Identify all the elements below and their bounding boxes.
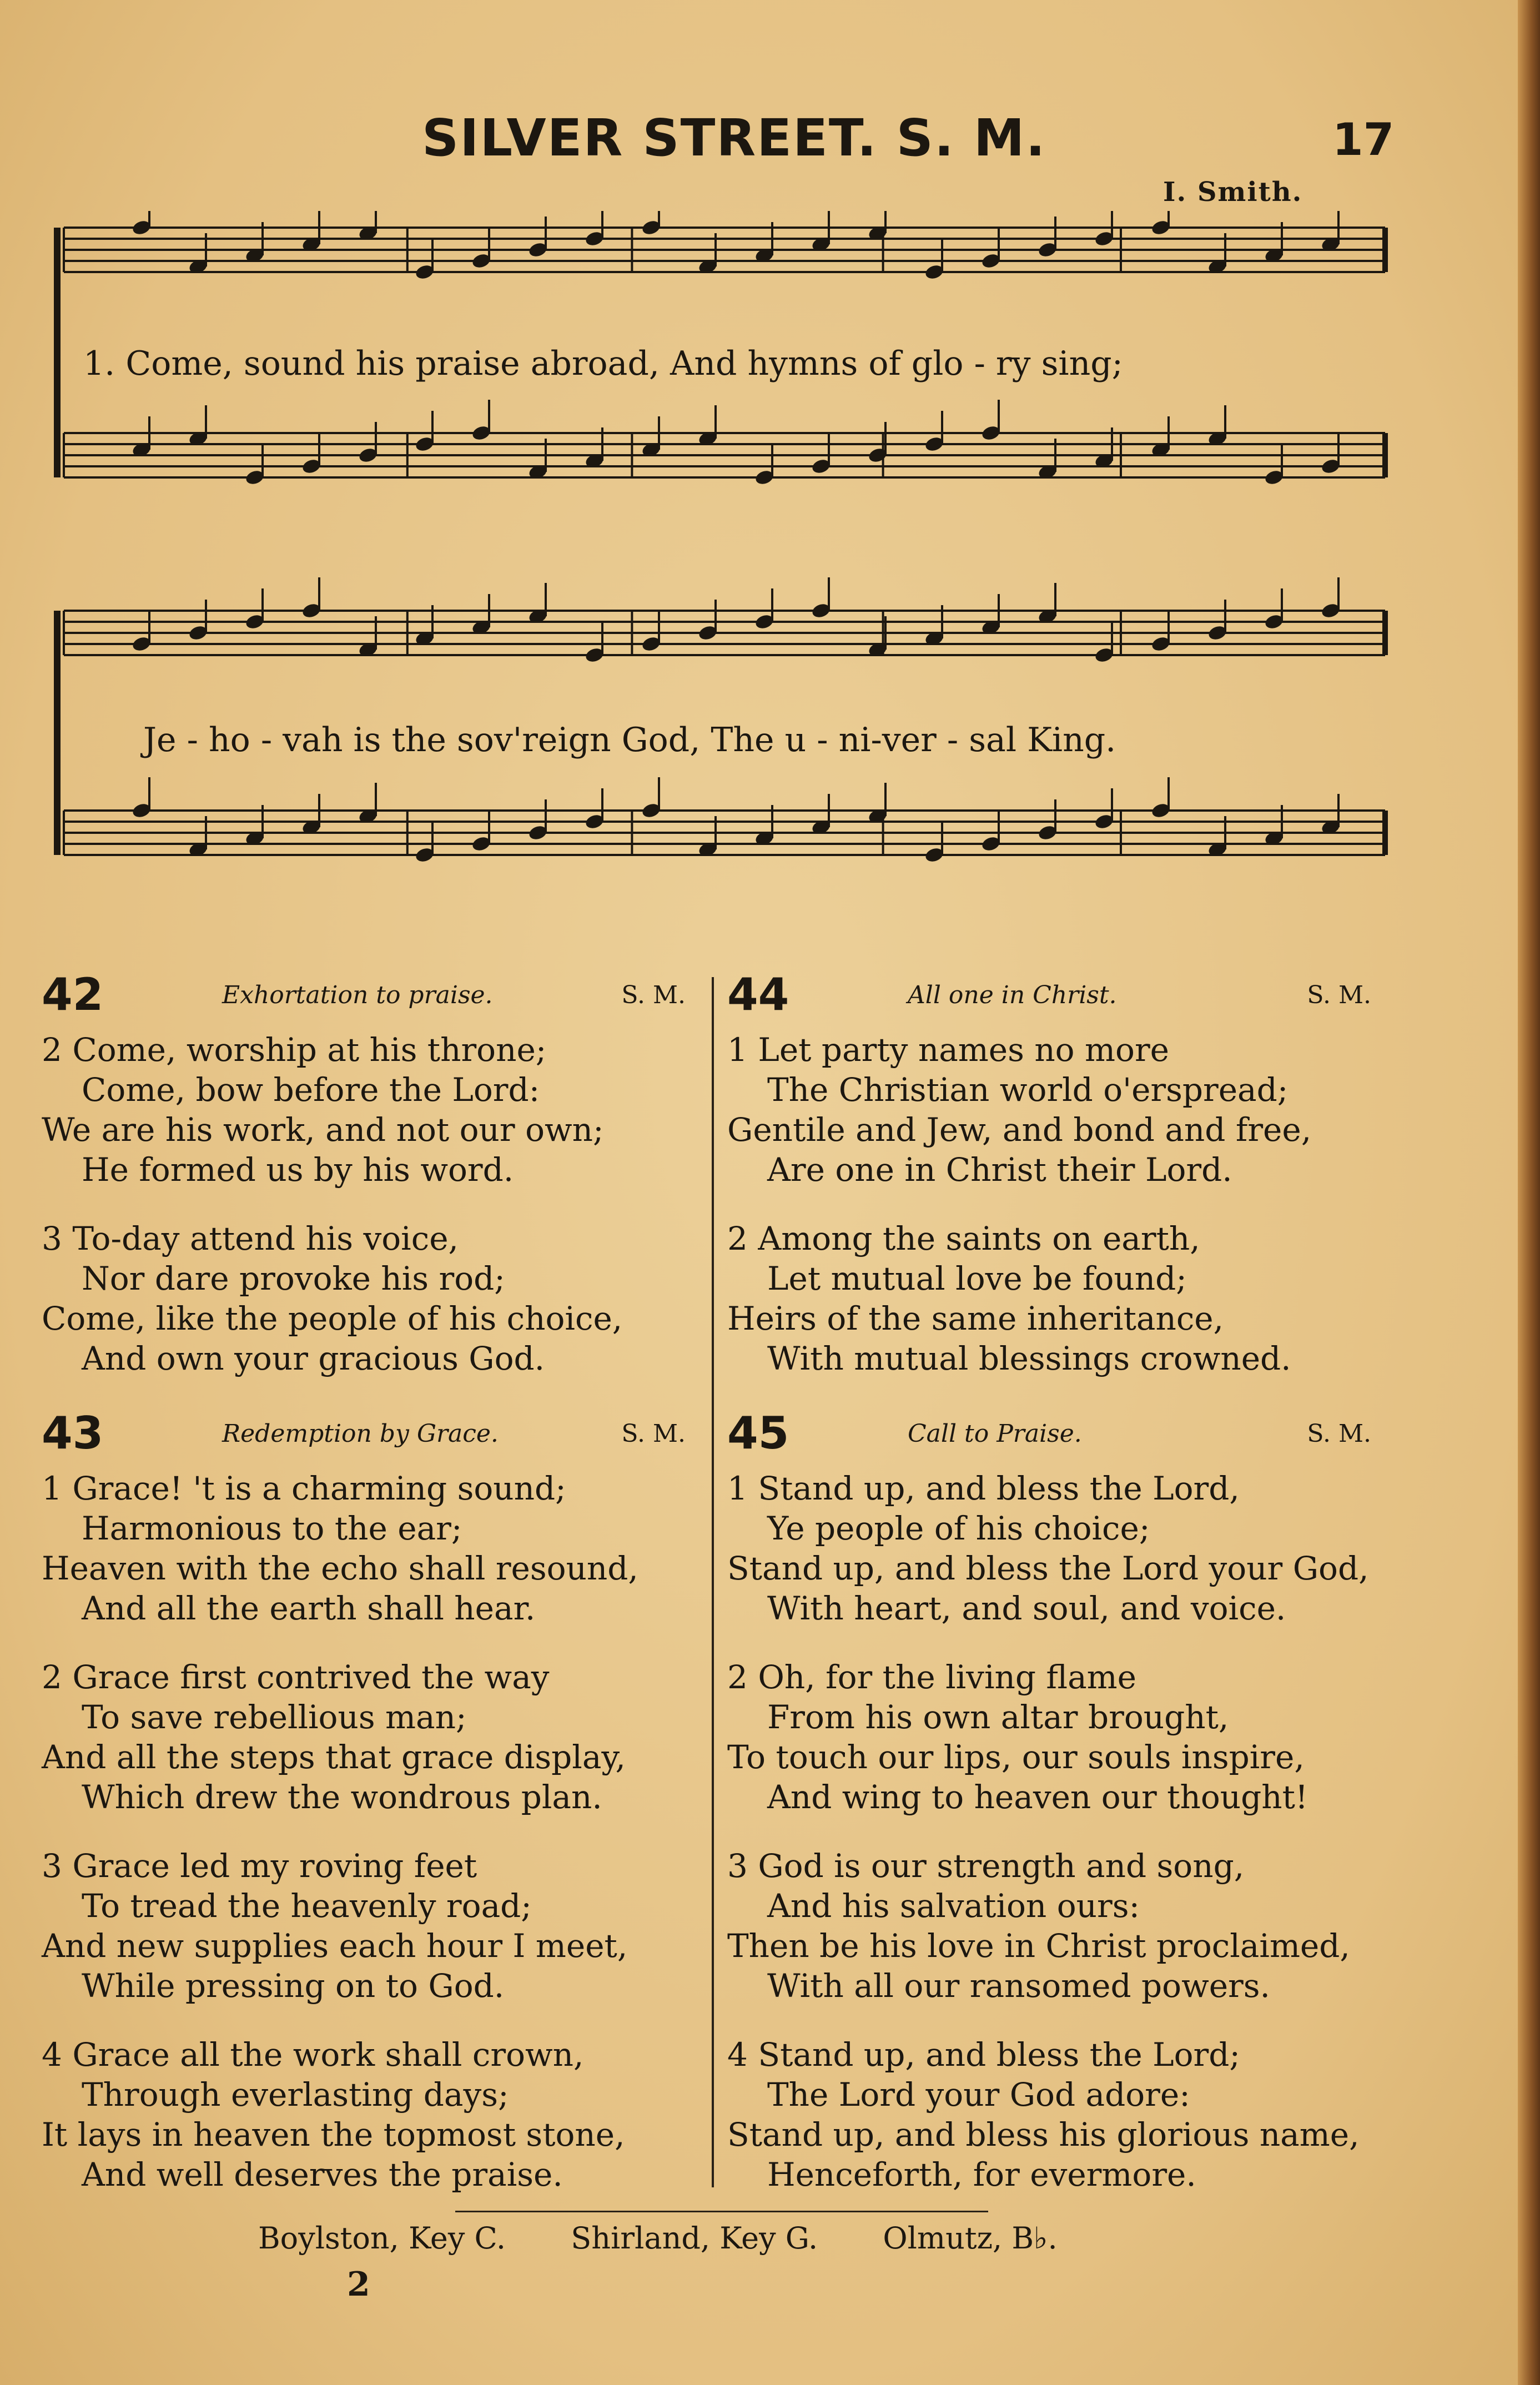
hymn-title: Exhortation to praise.: [222, 981, 493, 1009]
verse-line: 1 Stand up, and bless the Lord,: [727, 1470, 1240, 1507]
verse-line: Nor dare provoke his rod;: [82, 1260, 505, 1297]
verse-line: He formed us by his word.: [82, 1151, 514, 1189]
bottom-rule: [455, 2211, 988, 2212]
verse-line: Are one in Christ their Lord.: [767, 1151, 1232, 1189]
verse-line: 1 Let party names no more: [727, 1031, 1169, 1069]
verse-line: 2 Come, worship at his throne;: [42, 1031, 547, 1069]
verse-line: To tread the heavenly road;: [82, 1887, 532, 1925]
verse: [42, 1030, 697, 1190]
verse-line: Then be his love in Christ proclaimed,: [727, 1927, 1350, 1965]
verse-line: And all the steps that grace display,: [42, 1738, 626, 1776]
hymn-42-header: [42, 969, 697, 1030]
verse-line: And all the earth shall hear.: [82, 1589, 536, 1627]
composer: I. Smith.: [1163, 177, 1303, 208]
verse-line: 3 Grace led my roving feet: [42, 1847, 477, 1885]
verse-line: To touch our lips, our souls inspire,: [727, 1738, 1305, 1776]
hymn-meter: S. M.: [1307, 1420, 1371, 1448]
verse-line: 4 Stand up, and bless the Lord;: [727, 2036, 1240, 2074]
verse-line: Come, like the people of his choice,: [42, 1300, 623, 1337]
verse-line: Gentile and Jew, and bond and free,: [727, 1111, 1312, 1149]
verse-line: The Lord your God adore:: [767, 2076, 1190, 2114]
right-column: [727, 969, 1382, 2223]
hymn-meter: S. M.: [621, 1420, 686, 1448]
hymn-43-header: [42, 1407, 697, 1468]
alt-tune: Shirland, Key G.: [571, 2221, 818, 2256]
alt-tune: Boylston, Key C.: [258, 2221, 506, 2256]
verse-line: It lays in heaven the topmost stone,: [42, 2116, 625, 2153]
hymn-title: Redemption by Grace.: [222, 1420, 499, 1448]
verse-line: 1 Grace! 't is a charming sound;: [42, 1470, 566, 1507]
verse: [727, 2035, 1382, 2195]
verse-line: Come, bow before the Lord:: [82, 1071, 540, 1109]
verse-line: With heart, and soul, and voice.: [767, 1589, 1286, 1627]
signature-mark: 2: [347, 2265, 370, 2304]
verse-line: While pressing on to God.: [82, 1967, 505, 2005]
verse-line: 3 To-day attend his voice,: [42, 1220, 459, 1257]
page-number: 17: [1332, 114, 1395, 165]
verse-line: The Christian world o'erspread;: [767, 1071, 1289, 1109]
verse-line: Harmonious to the ear;: [82, 1510, 462, 1547]
verse-line: To save rebellious man;: [82, 1698, 467, 1736]
verse-line: And wing to heaven our thought!: [767, 1778, 1309, 1816]
page-edge: [1518, 0, 1540, 2385]
verse: [42, 2035, 697, 2195]
hymn-number: 43: [42, 1407, 104, 1459]
verse-line: Let mutual love be found;: [767, 1260, 1187, 1297]
verse-line: 2 Grace first contrived the way: [42, 1658, 550, 1696]
hymn-number: 44: [727, 969, 789, 1020]
verse-line: Ye people of his choice;: [767, 1510, 1150, 1547]
verse-line: 3 God is our strength and song,: [727, 1847, 1245, 1885]
lyrics-line-1: 1. Come, sound his praise abroad, And hymns of glo - ry sing;: [83, 344, 1123, 383]
verse: [42, 1468, 697, 1628]
hymn-meter: S. M.: [621, 981, 686, 1009]
verse: [727, 1657, 1382, 1817]
verse-line: 2 Among the saints on earth,: [727, 1220, 1200, 1257]
verse-line: And new supplies each hour I meet,: [42, 1927, 628, 1965]
hymn-number: 42: [42, 969, 104, 1020]
verse-line: Heaven with the echo shall resound,: [42, 1549, 638, 1587]
verse: [727, 1468, 1382, 1628]
verse-line: Which drew the wondrous plan.: [82, 1778, 602, 1816]
hymn-45-header: [727, 1407, 1382, 1468]
verse-line: And his salvation ours:: [767, 1887, 1140, 1925]
hymn-meter: S. M.: [1307, 981, 1371, 1009]
verse-line: Stand up, and bless his glorious name,: [727, 2116, 1360, 2153]
verse-line: Stand up, and bless the Lord your God,: [727, 1549, 1369, 1587]
verse-line: We are his work, and not our own;: [42, 1111, 604, 1149]
verse: [42, 1219, 697, 1378]
verse-line: And own your gracious God.: [82, 1340, 545, 1377]
lyrics-line-2: Je - ho - vah is the sov'reign God, The u - ni-ver - sal King.: [143, 721, 1116, 759]
verse: [42, 1846, 697, 2006]
hymn-44-header: [727, 969, 1382, 1030]
verse-line: Henceforth, for evermore.: [767, 2156, 1196, 2193]
alt-tune: Olmutz, B♭.: [883, 2221, 1058, 2256]
column-divider: [712, 977, 714, 2187]
alternate-tunes: [258, 2221, 1113, 2256]
music-score: [53, 211, 1396, 927]
verse-line: With mutual blessings crowned.: [767, 1340, 1291, 1377]
verse-line: Heirs of the same inheritance,: [727, 1300, 1224, 1337]
verse: [727, 1219, 1382, 1378]
hymn-title: All one in Christ.: [908, 981, 1117, 1009]
verse: [727, 1846, 1382, 2006]
verse-line: With all our ransomed powers.: [767, 1967, 1270, 2005]
hymn-title: Call to Praise.: [908, 1420, 1082, 1448]
verse-line: Through everlasting days;: [82, 2076, 509, 2114]
verse-line: From his own altar brought,: [767, 1698, 1229, 1736]
verse-line: 2 Oh, for the living flame: [727, 1658, 1137, 1696]
verse-line: 4 Grace all the work shall crown,: [42, 2036, 584, 2074]
verse: [42, 1657, 697, 1817]
left-column: [42, 969, 697, 2223]
hymn-number: 45: [727, 1407, 789, 1459]
verse-line: And well deserves the praise.: [82, 2156, 563, 2193]
hymn-tune-title: SILVER STREET. S. M.: [422, 108, 1046, 168]
verse: [727, 1030, 1382, 1190]
